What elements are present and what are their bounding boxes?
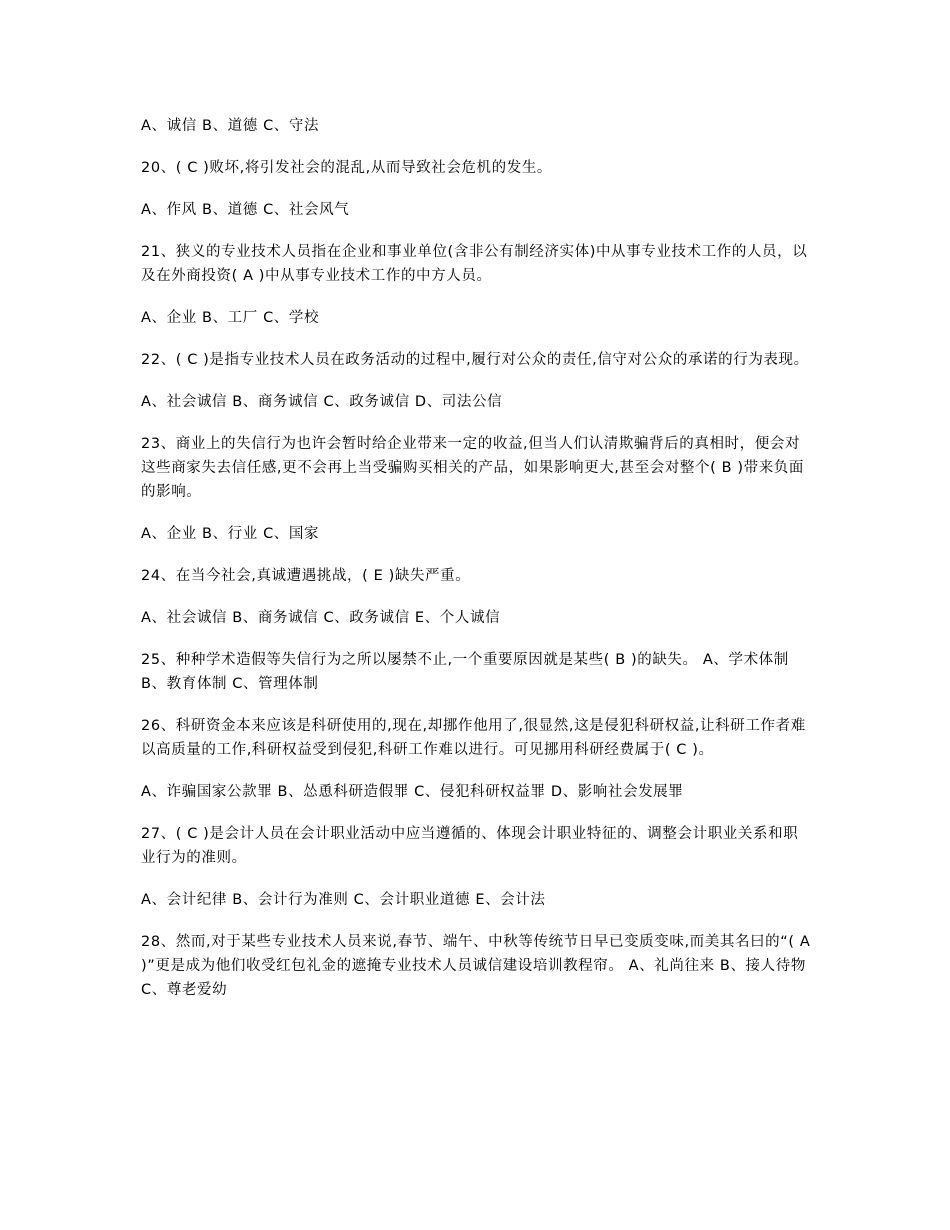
option-line-23: A、企业 B、行业 C、国家: [141, 526, 320, 542]
question-26: 26、科研资金本来应该是科研使用的,现在,却挪作他用了,很显然,这是侵犯科研权益,让科研工作者难以高质量的工作,科研权益受到侵犯,科研工作难以进行。可见挪用科研经费属于( C )。: [141, 718, 806, 758]
document-body: [141, 114, 811, 1020]
question-22: 22、( C )是指专业技术人员在政务活动的过程中,履行对公众的责任,信守对公众的承诺的行为表现。: [141, 352, 809, 368]
option-line-19: A、诚信 B、道德 C、守法: [141, 118, 320, 134]
question-20: 20、( C )败坏,将引发社会的混乱,从而导致社会危机的发生。: [141, 160, 553, 176]
option-line-22: A、社会诚信 B、商务诚信 C、政务诚信 D、司法公信: [141, 394, 503, 410]
option-line-21: A、企业 B、工厂 C、学校: [141, 310, 320, 326]
option-line-27: A、会计纪律 B、会计行为准则 C、会计职业道德 E、会计法: [141, 892, 546, 908]
question-23: 23、商业上的失信行为也许会暂时给企业带来一定的收益,但当人们认清欺骗背后的真相时，便会对这些商家失去信任感,更不会再上当受骗购买相关的产品，如果影响更大,甚至会对整个( B )带来负面的影响。: [141, 436, 804, 500]
option-line-24: A、社会诚信 B、商务诚信 C、政务诚信 E、个人诚信: [141, 610, 501, 626]
question-21: 21、狭义的专业技术人员指在企业和事业单位(含非公有制经济实体)中从事专业技术工作的人员，以及在外商投资( A )中从事专业技术工作的中方人员。: [141, 244, 808, 284]
question-25: 25、种种学术造假等失信行为之所以屡禁不止,一个重要原因就是某些( B )的缺失。 A、学术体制 B、教育体制 C、管理体制: [141, 652, 789, 692]
option-line-20: A、作风 B、道德 C、社会风气: [141, 202, 350, 218]
question-27: 27、( C )是会计人员在会计职业活动中应当遵循的、体现会计职业特征的、调整会计职业关系和职业行为的准则。: [141, 826, 799, 866]
question-28: 28、然而,对于某些专业技术人员来说,春节、端午、中秋等传统节日早已变质变味,而美其名曰的“( A )”更是成为他们收受红包礼金的遮掩专业技术人员诚信建设培训教程帘。 A、礼尚往来 B、接人待物 C、尊老爱幼: [141, 934, 811, 998]
option-line-26: A、诈骗国家公款罪 B、怂恿科研造假罪 C、侵犯科研权益罪 D、影响社会发展罪: [141, 784, 684, 800]
question-24: 24、在当今社会,真诚遭遇挑战，( E )缺失严重。: [141, 568, 471, 584]
